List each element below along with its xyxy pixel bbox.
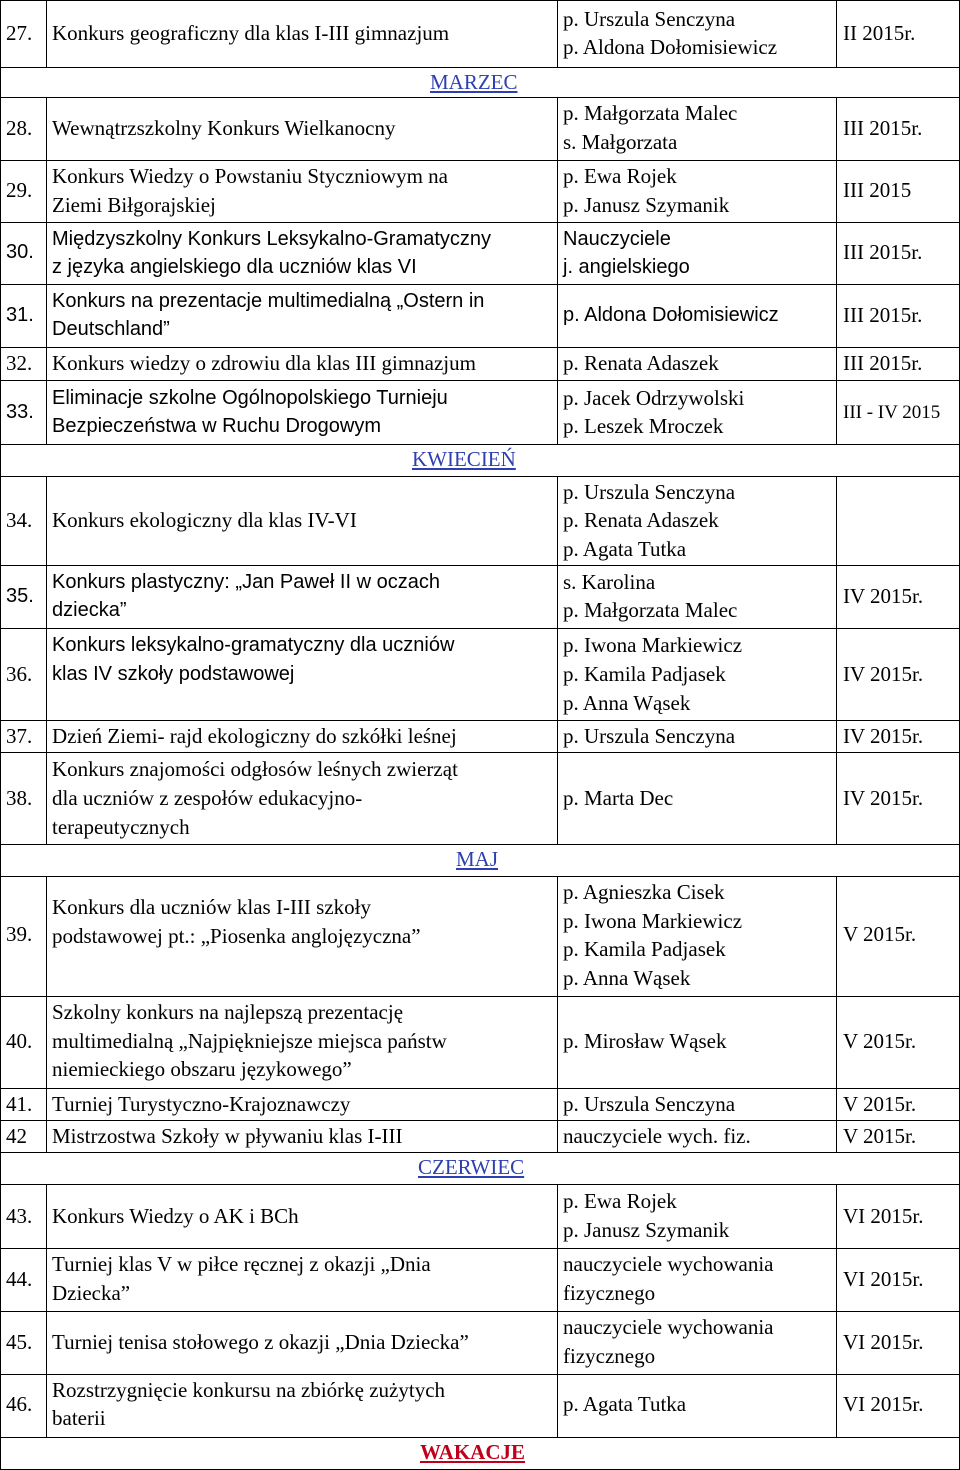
event-date: III 2015r. [843,116,923,140]
event-name: Konkurs geograficzny dla klas I-III gimnazjum [52,21,450,45]
organizer: p. Agata Tutka [563,537,687,561]
organizer: p. Janusz Szymanik [563,193,730,217]
row-number: 45. [6,1330,33,1354]
event-name: podstawowej pt.: „Piosenka anglojęzyczna” [52,924,421,948]
organizer: p. Janusz Szymanik [563,1218,730,1242]
organizer: s. Małgorzata [563,130,678,154]
section-header-marzec: MARZEC [430,70,518,94]
event-date: III 2015r. [843,240,923,264]
event-name: Międzyszkolny Konkurs Leksykalno-Gramatyczny [52,228,492,250]
organizer: p. Aldona Dołomisiewicz [563,35,778,59]
event-name: Konkurs Wiedzy o AK i BCh [52,1204,299,1228]
row-number: 41. [6,1092,33,1116]
organizer: p. Ewa Rojek [563,164,677,188]
organizer: p. Agata Tutka [563,1392,687,1416]
event-date: VI 2015r. [843,1204,924,1228]
organizer: p. Agnieszka Cisek [563,880,725,904]
event-name: Dziecka” [52,1281,131,1305]
row-number: 39. [6,922,33,946]
row-number: 36. [6,662,33,686]
organizer: fizycznego [563,1281,656,1305]
row-number: 30. [6,241,34,263]
organizer: p. Urszula Senczyna [563,724,736,748]
event-date: III 2015r. [843,303,923,327]
event-name: Turniej tenisa stołowego z okazji „Dnia Dziecka” [52,1330,469,1354]
event-name: baterii [52,1406,106,1430]
event-name: Eliminacje szkolne Ogólnopolskiego Turnieju [52,387,448,409]
event-date: IV 2015r. [843,662,924,686]
event-date: VI 2015r. [843,1267,924,1291]
event-name: Konkurs plastyczny: „Jan Paweł II w oczach [52,571,440,593]
event-date: IV 2015r. [843,724,924,748]
organizer: nauczyciele wychowania [563,1252,774,1276]
organizer: p. Jacek Odrzywolski [563,386,745,410]
event-date: IV 2015r. [843,786,924,810]
organizer: p. Anna Wąsek [563,691,691,715]
organizer: p. Aldona Dołomisiewicz [563,304,779,326]
organizer: p. Iwona Markiewicz [563,633,743,657]
event-name: Mistrzostwa Szkoły w pływaniu klas I-III [52,1124,403,1148]
event-name: Konkurs Wiedzy o Powstaniu Styczniowym na [52,164,448,188]
organizer: p. Małgorzata Malec [563,598,738,622]
event-name: Bezpieczeństwa w Ruchu Drogowym [52,415,382,437]
organizer: Nauczyciele [563,228,671,250]
event-date: V 2015r. [843,1029,917,1053]
row-number: 37. [6,724,33,748]
section-header-maj: MAJ [456,847,499,871]
row-number: 40. [6,1029,33,1053]
organizer: j. angielskiego [563,256,690,278]
event-name: Dzień Ziemi- rajd ekologiczny do szkółki leśnej [52,724,457,748]
row-number: 27. [6,21,33,45]
event-name: Konkurs leksykalno-gramatyczny dla uczniów [52,634,455,656]
row-number: 33. [6,401,34,423]
row-number: 38. [6,786,33,810]
event-date: VI 2015r. [843,1330,924,1354]
organizer: p. Kamila Padjasek [563,937,726,961]
event-name: Ziemi Biłgorajskiej [52,193,216,217]
event-date: II 2015r. [843,21,916,45]
organizer: p. Renata Adaszek [563,351,719,375]
event-name: Konkurs na prezentacje multimedialną „Ostern in [52,290,485,312]
event-name: Konkurs wiedzy o zdrowiu dla klas III gimnazjum [52,351,476,375]
row-number: 34. [6,508,33,532]
event-name: multimedialną „Najpiękniejsze miejsca państw [52,1029,447,1053]
event-date: III 2015 [843,178,912,202]
event-name: Rozstrzygnięcie konkursu na zbiórkę zużytych [52,1378,446,1402]
event-date: V 2015r. [843,1124,917,1148]
event-date: VI 2015r. [843,1392,924,1416]
event-date: IV 2015r. [843,584,924,608]
event-name: z języka angielskiego dla uczniów klas VI [52,256,417,278]
organizer: p. Anna Wąsek [563,966,691,990]
organizer: p. Leszek Mroczek [563,414,724,438]
row-number: 42 [6,1124,27,1148]
row-number: 44. [6,1267,33,1291]
organizer: p. Urszula Senczyna [563,7,736,31]
section-header-wakacje: WAKACJE [420,1440,526,1464]
row-number: 32. [6,351,33,375]
event-name: Konkurs dla uczniów klas I-III szkoły [52,895,371,919]
organizer: p. Ewa Rojek [563,1189,677,1213]
event-name: Wewnątrzszkolny Konkurs Wielkanocny [52,116,396,140]
organizer: p. Mirosław Wąsek [563,1029,727,1053]
organizer: p. Kamila Padjasek [563,662,726,686]
organizer: p. Marta Dec [563,786,674,810]
organizer: p. Urszula Senczyna [563,1092,736,1116]
event-name: klas IV szkoły podstawowej [52,663,295,685]
event-name: dla uczniów z zespołów edukacyjno- [52,786,363,810]
organizer: p. Renata Adaszek [563,508,719,532]
event-name: Deutschland” [52,318,170,340]
row-number: 43. [6,1204,33,1228]
organizer: nauczyciele wych. fiz. [563,1124,751,1148]
event-name: niemieckiego obszaru językowego” [52,1057,352,1081]
section-header-kwiecien: KWIECIEŃ [412,447,516,471]
organizer: p. Małgorzata Malec [563,101,738,125]
event-date: V 2015r. [843,1092,917,1116]
organizer: nauczyciele wychowania [563,1315,774,1339]
row-number: 31. [6,304,34,326]
event-date: III 2015r. [843,351,923,375]
section-header-czerwiec: CZERWIEC [418,1155,525,1179]
event-date: V 2015r. [843,922,917,946]
event-name: Szkolny konkurs na najlepszą prezentację [52,1000,404,1024]
organizer: p. Urszula Senczyna [563,480,736,504]
row-number: 29. [6,178,33,202]
organizer: fizycznego [563,1344,656,1368]
row-number: 35. [6,585,34,607]
event-name: Konkurs znajomości odgłosów leśnych zwierząt [52,757,458,781]
event-name: Turniej klas V w piłce ręcznej z okazji „Dnia [52,1252,431,1276]
event-name: terapeutycznych [52,815,190,839]
event-name: Konkurs ekologiczny dla klas IV-VI [52,508,357,532]
row-number: 46. [6,1392,33,1416]
organizer: s. Karolina [563,570,656,594]
row-number: 28. [6,116,33,140]
event-name: dziecka” [52,599,127,621]
event-date: III - IV 2015 [843,402,941,423]
event-name: Turniej Turystyczno-Krajoznawczy [52,1092,351,1116]
organizer: p. Iwona Markiewicz [563,909,743,933]
